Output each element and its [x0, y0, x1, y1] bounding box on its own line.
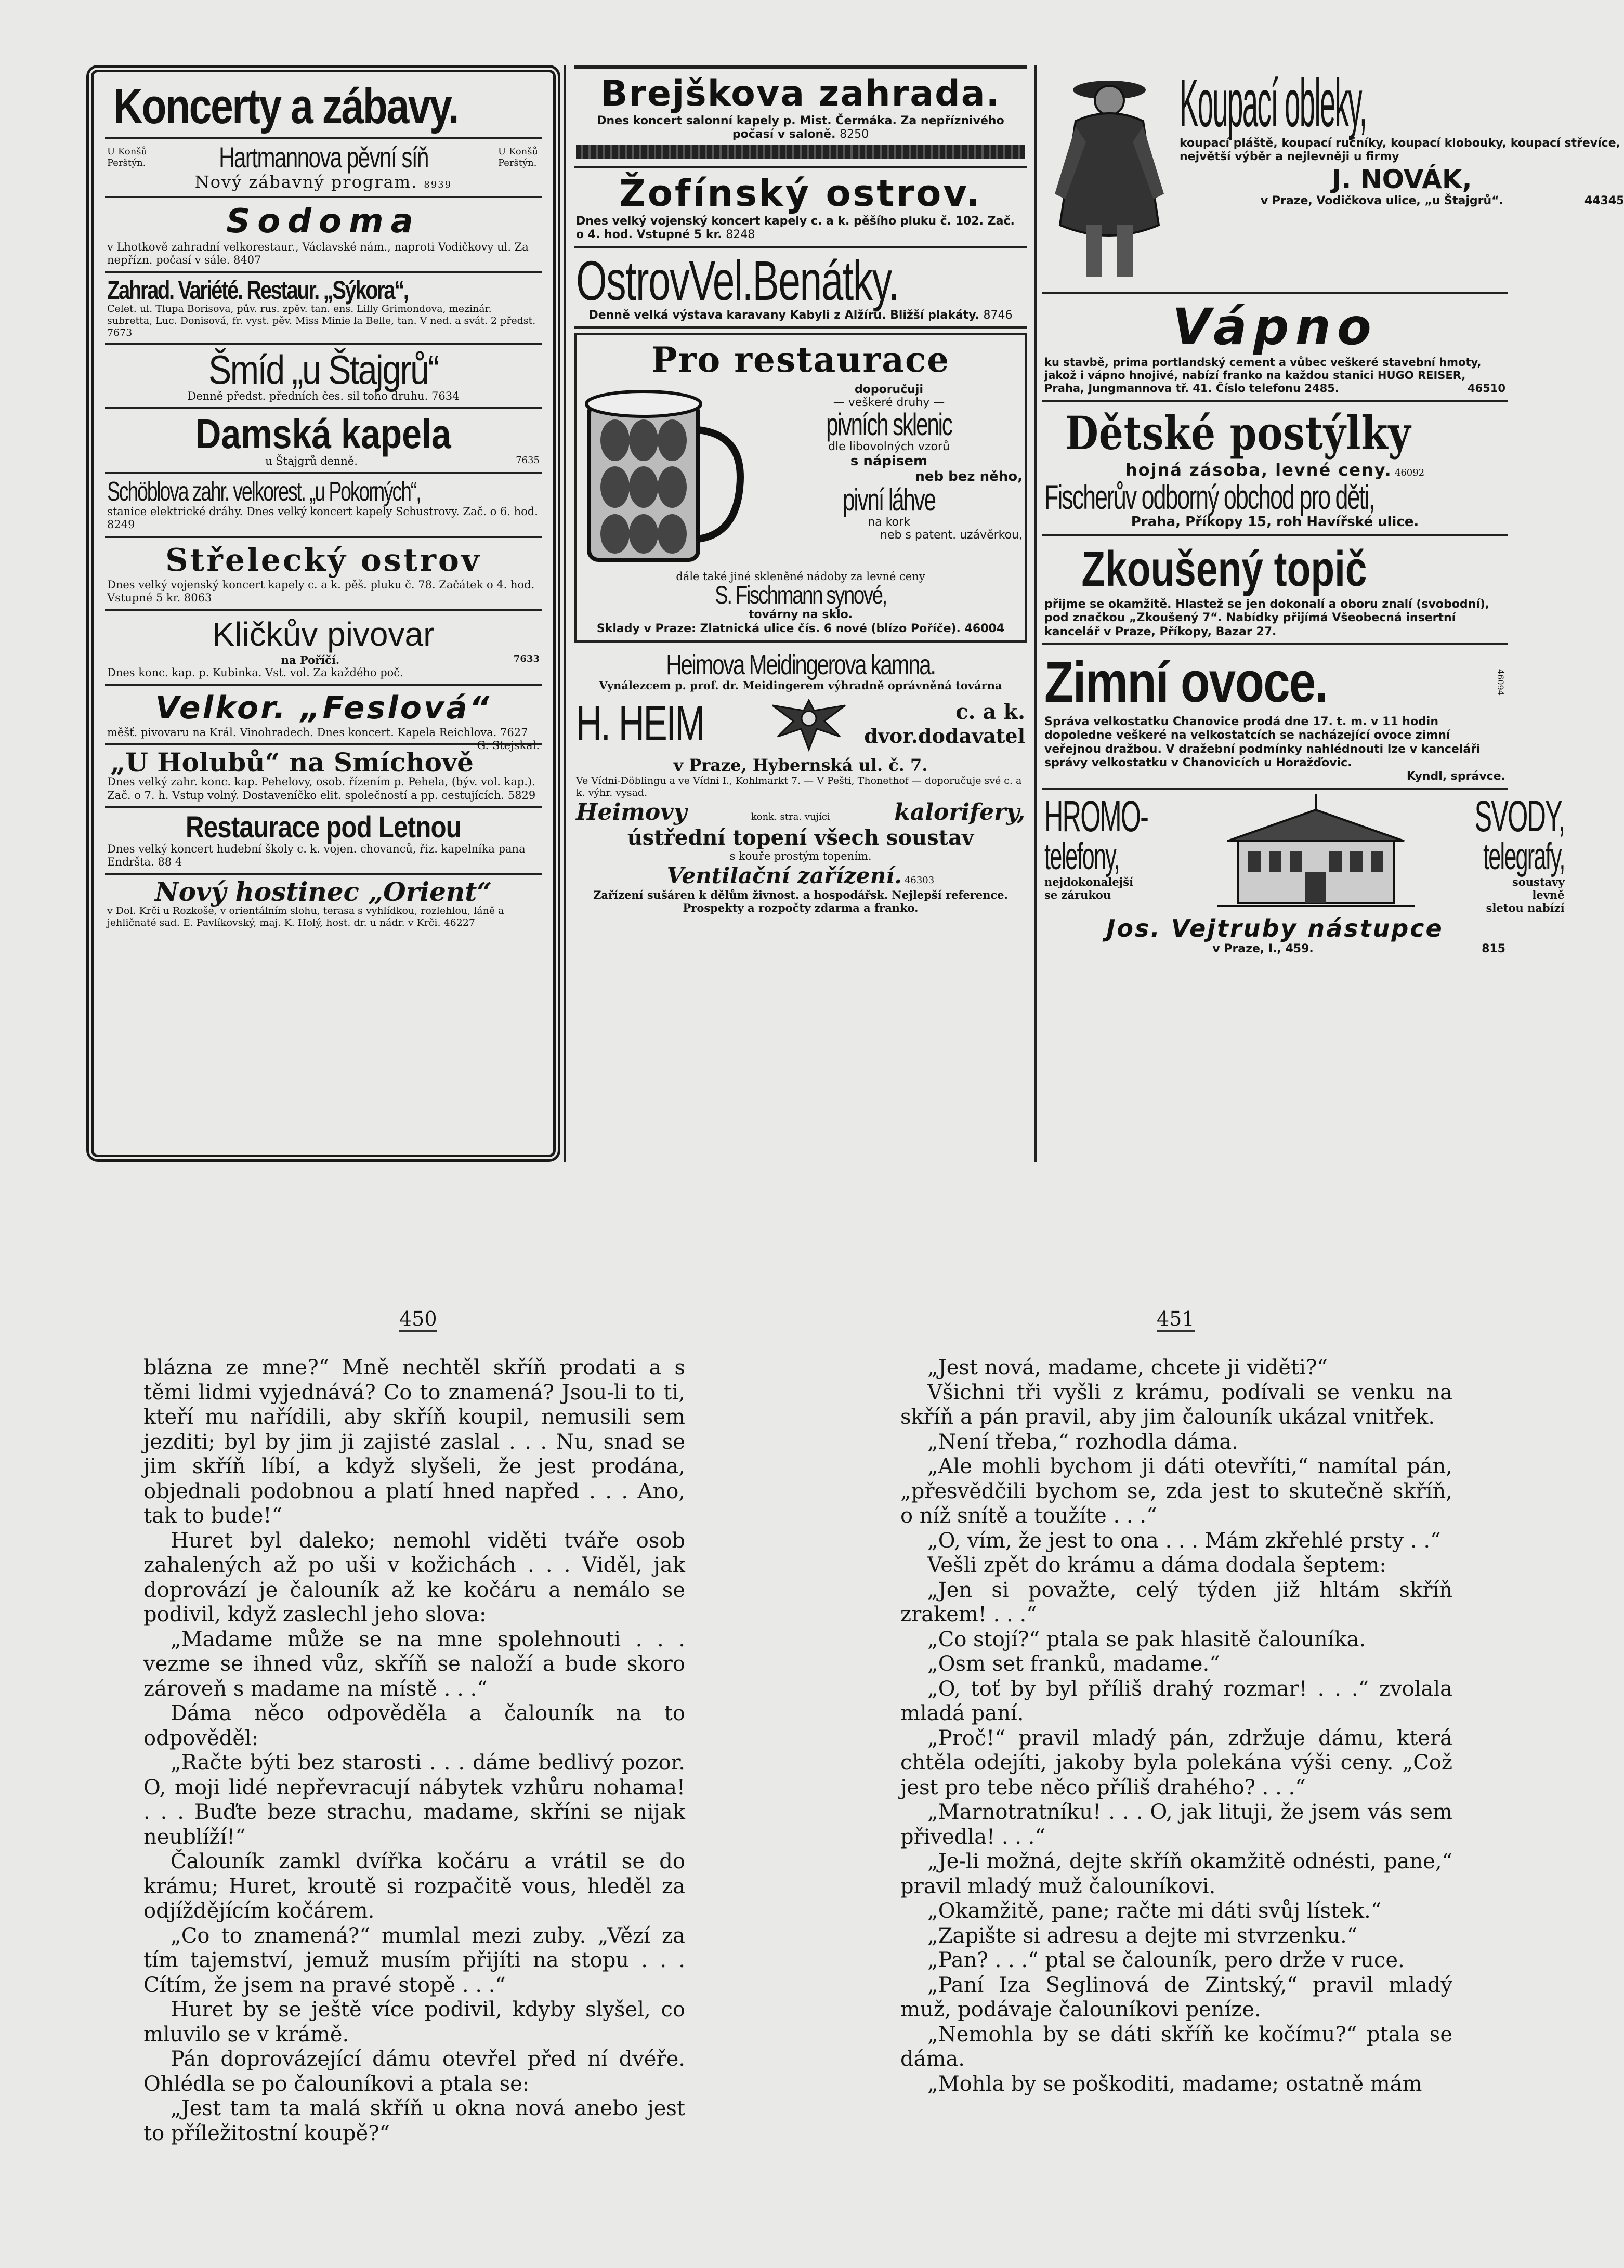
paragraph: „Pan? . . .“ ptal se čalouník, pero drže v ruce. — [927, 1948, 1405, 1972]
ad-vapno-title: Vápno — [1172, 298, 1378, 356]
ad-orient — [105, 875, 542, 933]
ad-hromosvody-address: v Praze, I., 459. — [1212, 942, 1314, 956]
ad-restaurace-l10: dále také jiné skleněné nádoby za levné ceny — [676, 570, 925, 583]
ad-heim-address: v Praze, Hybernská ul. č. 7. — [673, 755, 928, 776]
ad-hromosvody-l4: se zárukou — [1044, 888, 1111, 902]
ad-smid-text: Denně předst. předních čes. sil toho druhu. — [187, 389, 428, 402]
ad-vapno-text: ku stavbě, prima portlandský cement a vůbec veškeré stavební hmoty, jakož i vápno hnojivé, nabízí franko na každou stanici HUGO REISER, Praha, Jungmannova tř. 41. Číslo telefonu 2485. — [1044, 356, 1482, 395]
ad-ovoce-signature: Kyndl, správce. — [1406, 770, 1505, 783]
ad-restaurace — [574, 333, 1027, 643]
paragraph: „Nemohla by se dáti skříň ke kočímu?“ ptala se dáma. — [900, 2022, 1452, 2071]
ad-schobl-code: 8249 — [107, 518, 135, 531]
ad-sodoma-code: 8407 — [233, 254, 261, 267]
ad-restaurace-l7: pivní láhve — [843, 482, 935, 517]
ad-restaurace-l8: na kork — [868, 515, 910, 529]
ad-topic-text: přijme se okamžitě. Hlastež se jen dokonalí a oboru znalí (svobodní), pod značkou „Zkoušený 7“. Nabídky přijímá Všeobecná insertní kancelář v Praze, Příkopy, Bazar 27. — [1044, 597, 1490, 638]
paragraph: „Račte býti bez starosti . . . dáme bedlivý pozor. O, moji lidé nepřevracují nábytek vzhůru nohama! . . . Buďte beze strachu, madame, skříni se nijak neublíží!“ — [143, 1751, 685, 1849]
ad-feslova-text: měšť. pivovaru na Král. Vinohradech. Dnes koncert. Kapela Reichlova. — [107, 726, 497, 739]
ad-klickuv — [105, 611, 542, 686]
page-number-left: 450 — [399, 1307, 437, 1330]
ad-orient-code: 46227 — [443, 917, 476, 928]
ad-brejskova-title: Brejškova zahrada. — [600, 73, 1001, 114]
right-ads-column — [1037, 65, 1624, 1162]
ad-vapno — [1042, 294, 1508, 402]
ad-feslova — [105, 686, 542, 752]
concerts-header — [105, 80, 542, 139]
ad-strelecky-title: Střelecký ostrov — [165, 542, 481, 579]
ad-hromosvody-l2: telefony, — [1044, 835, 1119, 877]
paragraph: „Jest tam ta malá skříň u okna nová anebo jest to příležitostní koupě?“ — [143, 2096, 685, 2145]
ad-heim-vent: Ventilační zařízení. — [666, 862, 902, 888]
ad-sykora-title: Zahrad. Variété. Restaur. „Sýkora“, — [107, 276, 408, 305]
ad-smid-code: 7634 — [431, 389, 460, 402]
ad-hartmann-side-right: U Konšů Perštýn. — [497, 146, 539, 168]
ad-postylky-store: Fischerův odborný obchod pro děti, — [1044, 477, 1374, 516]
paragraph: „Jen si považte, celý týden již hltám skříň zrakem! . . .“ — [900, 1578, 1452, 1627]
ad-sykora-code: 7673 — [107, 326, 133, 338]
ad-ostrov-text: Denně velká výstava karavany Kabyli z Alžíru. Bližší plakáty. — [588, 308, 979, 322]
ad-topic-title: Zkoušený topič — [1081, 541, 1367, 597]
ad-holubu-text: Dnes velký zahr. konc. kap. Pehelovy, osob. řízením p. Pehela, (býv. vol. kap.). Zač. o 7. h. Vstup volný. Dostaveníčko elit. společností a pp. cestujících. — [107, 776, 535, 802]
ad-heim-kalorifery-left: Heimovy — [576, 798, 687, 825]
ad-heim-branches: Ve Vídni-Döblingu a ve Vídni I., Kohlmarkt 7. — V Pešti, Thonethof — doporučuje své c. a k. výhr. vysad. — [576, 775, 1022, 798]
paragraph: Dáma něco odpověděla a čalouník na to odpověděl: — [143, 1701, 685, 1750]
ad-schobl-title: Schöblova zahr. velkorest. „u Pokorných“, — [107, 477, 421, 507]
ad-holubu — [105, 745, 542, 808]
ad-zofin-text: Dnes velký vojenský koncert kapely c. a k. pěšího pluku č. 102. Zač. o 4. hod. Vstupné 5 kr. — [576, 214, 1015, 242]
ad-heim-kalorifery-right: kalorifery, — [894, 798, 1025, 825]
paragraph: „Co to znamená?“ mumlal mezi zuby. „Vězí za tím tajemství, jemuž musím přijíti na stopu . . . Cítím, že jsem na pravé stopě . . .“ — [143, 1923, 685, 1997]
ad-damska-text: u Štajgrů denně. — [265, 454, 358, 467]
ad-damska — [105, 409, 542, 474]
ad-restaurace-l4: dle libovolných vzorů — [828, 440, 950, 453]
ad-brejskova-code: 8250 — [840, 128, 869, 141]
ad-heim-fire: s kouře prostým topením. — [729, 849, 872, 862]
paragraph: „Proč!“ pravil mladý pán, zdržuje dámu, která chtěla odejíti, jakoby byla polekána výši ceny. „Což jest pro tebe něco příliš drahého? . . .“ — [900, 1726, 1452, 1800]
concerts-column — [86, 65, 560, 1162]
paragraph: „Mohla by se poškoditi, madame; ostatně mám — [927, 2072, 1422, 2096]
paragraph: „Jest nová, madame, chcete ji viděti?“ — [927, 1356, 1328, 1380]
ad-brejskova-text: Dnes koncert salonní kapely p. Mist. Čermáka. Za nepříznivého počasí v saloně. — [597, 114, 1004, 141]
paragraph: „Osm set franků, madame.“ — [927, 1652, 1220, 1676]
ad-feslova-signature: G. Stejskal. — [477, 739, 540, 752]
ad-heim-kalorifery-mid: konk. stra. vujíci — [751, 811, 830, 822]
ad-hromosvody-r5: sletou nabízí — [1486, 901, 1565, 915]
paragraph: Vešli zpět do krámu a dáma dodala šeptem: — [927, 1553, 1386, 1577]
ad-hromosvody-r2: telegrafy, — [1483, 835, 1565, 877]
ad-holubu-code: 5829 — [507, 789, 536, 802]
eagle-emblem-icon — [765, 695, 853, 752]
ad-postylky-sub-code: 46092 — [1394, 467, 1425, 478]
ad-sodoma — [105, 198, 542, 273]
column-rule-left — [564, 65, 566, 1162]
ad-orient-title: Nový hostinec „Orient“ — [154, 876, 492, 908]
ad-postylky-title: Dětské postýlky — [1065, 405, 1411, 460]
paragraph: „Co stojí?“ ptala se pak hlasitě čalouníka. — [927, 1627, 1366, 1651]
ad-klickuv-title: Kličkův pivovar — [212, 615, 435, 653]
ad-restaurace-firm-sub: továrny na sklo. — [748, 608, 853, 622]
ad-hromosvody-r: SVODY, — [1474, 791, 1565, 841]
ad-restaurace-title: Pro restaurace — [651, 339, 950, 380]
ad-koupaci-text: koupací pláště, koupací ručníky, koupací klobouky, koupací střevíce, největší výběr a nejlevněji u firmy — [1180, 137, 1620, 164]
ad-zofin-code: 8248 — [726, 228, 755, 242]
article-text-left — [143, 1356, 685, 2146]
ad-holubu-title: „U Holubů“ na Smíchově — [110, 747, 474, 778]
ad-restaurace-l1: doporučuji — [854, 383, 924, 396]
ad-hromosvody-l3: nejdokonalejší — [1044, 875, 1134, 888]
paragraph: Všichni tři vyšli z krámu, podívali se venku na skříň a pán pravil, aby jim čalouník ukázal vnitřek. — [900, 1380, 1452, 1429]
ad-hartmann-side-left: U Konšů Perštýn. — [107, 146, 148, 168]
ad-koupaci-title: Koupací obleky, — [1180, 65, 1367, 141]
ad-vapno-code: 46510 — [1467, 382, 1505, 395]
ad-heim-vent-code: 46303 — [904, 874, 935, 886]
ad-strelecky-text: Dnes velký vojenský koncert kapely c. a k. pěš. pluku č. 78. Začátek o 4. hod. Vstupné 5 kr. — [107, 578, 535, 604]
ad-restaurace-code: 46004 — [964, 622, 1005, 635]
ad-orient-text: v Dol. Krči u Rozkoše, v orientálním slohu, terasa s vyhlídkou, rozlehlou, láně a jehličnaté sad. E. Pavlíkovský, maj. K. Holý, host. dr. u nádr. v Krči. — [107, 905, 504, 928]
ad-hromosvody-r3: soustavy — [1512, 875, 1565, 888]
paragraph: „Madame může se na mne spolehnouti . . . vezme se ihned vůz, skříň se naloží a bude skoro zároveň s madame na místě . . .“ — [143, 1627, 685, 1701]
page-number-right: 451 — [1157, 1307, 1195, 1330]
ad-hromosvody-r4: levně — [1532, 888, 1565, 902]
ad-heim-footer: Zařízení sušáren k dělům živnost. a hospodářsk. Nejlepší reference. Prospekty a rozpočty zdarma a franko. — [593, 888, 1008, 915]
ad-heim-heating: ústřední topení všech soustav — [627, 825, 974, 850]
ad-klickuv-text: Dnes konc. kap. p. Kubinka. Vst. vol. Za každého poč. — [107, 666, 403, 679]
bather-illustration — [1044, 69, 1174, 287]
ad-postylky-address: Praha, Příkopy 15, roh Havířské ulice. — [1131, 514, 1419, 530]
ad-ovoce — [1042, 645, 1508, 790]
paragraph: Pán doprovázející dámu otevřel před ní dvéře. Ohlédla se po čalouníkovi a ptala se: — [143, 2047, 685, 2096]
paragraph: „Není třeba,“ rozhodla dáma. — [927, 1430, 1238, 1454]
ad-klickuv-code: 7633 — [513, 653, 540, 664]
ad-heim — [574, 647, 1027, 919]
ad-sykora — [105, 273, 542, 345]
ad-ovoce-text: Správa velkostatku Chanovice prodá dne 17. t. m. v 11 hodin dopoledne veškeré na velkostatcích se nacházející ovoce zimní veřejnou dražbou. V dražební podmínky nahlédnouti lze v kanceláři správy velkostatku v Chanovicích u Horažďovic. — [1044, 715, 1481, 770]
ad-brejskova — [574, 65, 1027, 168]
ad-smid-title: Šmíd „u Štajgrů“ — [208, 346, 438, 392]
ad-topic — [1042, 536, 1508, 645]
ad-hartmann-title: Hartmannova pěvní síň — [218, 141, 428, 174]
ad-hromosvody — [1042, 790, 1565, 961]
ad-zofin-title: Žofínský ostrov. — [619, 172, 982, 215]
beer-mug-illustration — [579, 383, 750, 570]
ad-heim-right1: c. a k. — [955, 700, 1025, 725]
paragraph: Huret byl daleko; nemohl viděti tváře osob zahalených až po uši v kožichách . . . Viděl, jak doprovází je čalouník až ke kočáru a nemálo se podivil, když zaslechl jeho slova: — [143, 1528, 685, 1627]
ad-ostrov — [574, 248, 1027, 329]
ad-hartmann — [105, 139, 542, 198]
ad-sodoma-text: v Lhotkově zahradní velkorestaur., Václavské nám., naproti Vodičkovy ul. Za nepřízn. počasí v sále. — [107, 241, 529, 267]
ad-ostrov-title: OstrovVel.Benátky. — [576, 248, 899, 312]
ad-koupaci-code: 44345 — [1584, 194, 1624, 207]
ad-letna-title: Restaurace pod Letnou — [185, 810, 462, 844]
ad-ovoce-title: Zimní ovoce. — [1044, 650, 1328, 714]
ad-heim-right2: dvor.dodavatel — [864, 724, 1025, 748]
ad-hromosvody-firm: Jos. Vejtruby nástupce — [1106, 914, 1444, 943]
ad-letna — [105, 808, 542, 875]
paragraph: Huret by se ještě více podivil, kdyby slyšel, co mluvilo se v krámě. — [143, 1998, 685, 2047]
ad-letna-code: 88 4 — [158, 856, 182, 869]
ad-hartmann-code: 8939 — [424, 179, 452, 190]
ad-koupaci — [1042, 65, 1624, 294]
ad-restaurace-l5: s nápisem — [850, 453, 928, 469]
ad-zofin — [574, 168, 1027, 248]
ad-klickuv-sub: na Poříčí. — [281, 653, 340, 666]
ad-sodoma-title: Sodoma — [226, 202, 421, 241]
paragraph: „O, vím, že jest to ona . . . Mám zkřehlé prsty . .“ — [927, 1528, 1441, 1553]
paragraph: „Paní Iza Seglinová de Zintský,“ pravil mladý muž, podávaje čalouníkovi peníze. — [900, 1973, 1452, 2022]
ad-schobl-text: stanice elektrické dráhy. Dnes velký koncert kapely Schustrovy. Zač. o 6. hod. — [107, 505, 538, 518]
ad-strelecky — [105, 538, 542, 611]
ad-strelecky-code: 8063 — [184, 591, 212, 604]
ad-feslova-title: Velkor. „Feslová“ — [155, 690, 492, 727]
ad-damska-code: 7635 — [516, 454, 540, 466]
paragraph: blázna ze mne?“ Mně nechtěl skříň prodati a s těmi lidmi vyjednává? Co to znamená? Jsou-li to ti, kteří mu nařídili, aby skříň koupil, nemusili sem jezditi; byl by jim ji zajisté zaslal . . . Nu, snad se jim skříň líbí, a když slyšeli, že jest prodána, objednali podobnou a platí hned napřed . . . Ano, tak to bude!“ — [143, 1356, 685, 1528]
ad-restaurace-firm: S. Fischmann synové, — [715, 582, 886, 610]
paragraph: „Okamžitě, pane; račte mi dáti svůj lístek.“ — [927, 1899, 1382, 1923]
ad-restaurace-address: Sklady v Praze: Zlatnická ulice čís. 6 nové (blízo Poříče). — [596, 622, 961, 635]
ad-postylky-sub: hojná zásoba, levné ceny. — [1125, 460, 1392, 480]
ad-koupaci-address: v Praze, Vodičkova ulice, „u Štajgrů“. — [1260, 194, 1503, 207]
paragraph: Čalouník zamkl dvířka kočáru a vrátil se do krámu; Huret, kroutě si rozpačitě vous, hleděl za odjíždějícím kočárem. — [143, 1850, 685, 1923]
ad-restaurace-l9: neb s patent. uzávěrkou, — [880, 528, 1023, 542]
ad-feslova-code: 7627 — [500, 726, 528, 739]
ad-damska-title: Damská kapela — [195, 410, 451, 457]
building-illustration — [1217, 794, 1415, 914]
ad-hromosvody-l: HROMO- — [1044, 791, 1148, 841]
ad-heim-sub: Vynálezcem p. prof. dr. Meidingerem výhradně oprávněná továrna — [599, 678, 1002, 692]
ad-ovoce-side: 46094 — [1496, 668, 1505, 696]
ad-letna-text: Dnes velký koncert hudební školy c. k. vojen. chovanců, řiz. kapelníka pana Endršta. — [107, 842, 526, 869]
ad-postylky — [1042, 402, 1508, 536]
ad-ostrov-code: 8746 — [983, 308, 1013, 322]
ad-hartmann-sub: Nový zábavný program. — [194, 172, 418, 192]
paragraph: „Marnotratníku! . . . O, jak lituji, že jsem vás sem přivedla! . . .“ — [900, 1800, 1452, 1849]
ad-heim-name: H. HEIM — [576, 696, 704, 752]
ad-restaurace-l6: neb bez něho, — [915, 468, 1023, 484]
paragraph: „O, toť by byl příliš drahý rozmar! . . .“ zvolala mladá paní. — [900, 1676, 1452, 1725]
ad-smid — [105, 345, 542, 409]
article-text-right — [900, 1356, 1452, 2096]
decorative-bar — [576, 145, 1025, 159]
ad-sykora-text: Celet. ul. Tlupa Borisova, pův. rus. zpěv. tan. ens. Lilly Grimondova, mezinár. subretta, Luc. Donisová, fr. vyst. pěv. Miss Minie la Belle, tan. V ned. a svát. 2 předst. — [107, 303, 536, 327]
ad-koupaci-firm: J. NOVÁK, — [1331, 164, 1472, 194]
ad-restaurace-l3: pivních sklenic — [826, 407, 952, 442]
paragraph: „Ale mohli bychom ji dáti otevříti,“ namítal pán, „přesvědčili bychom se, zda jest to skutečně skříň, o níž snítě a toužíte . . .“ — [900, 1454, 1452, 1528]
ad-hromosvody-code: 815 — [1482, 942, 1505, 956]
concerts-header-title: Koncerty a zábavy. — [113, 78, 458, 134]
middle-ads-column — [567, 65, 1034, 1162]
ad-schobl — [105, 474, 542, 537]
ad-heim-title: Heimova Meidingerova kamna. — [666, 649, 935, 680]
paragraph: „Zapište si adresu a dejte mi stvrzenku.“ — [927, 1923, 1358, 1948]
paragraph: „Je-li možná, dejte skříň okamžitě odnésti, pane,“ pravil mladý muž čalouníkovi. — [900, 1850, 1452, 1898]
ad-restaurace-l2: — veškeré druhy — — [833, 396, 945, 409]
